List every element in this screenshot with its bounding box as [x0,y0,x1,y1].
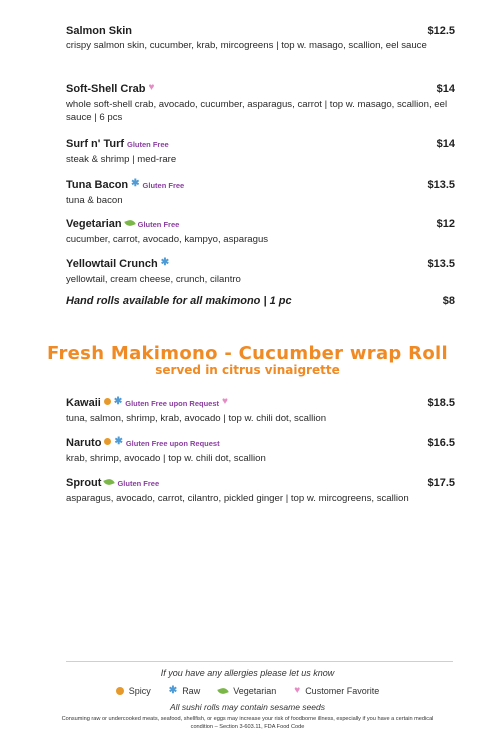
menu-item [66,393,455,425]
menu-item [66,79,455,124]
leaf-icon [217,686,228,695]
item-name: Soft-Shell Crab [66,83,146,95]
icon-legend [0,686,495,696]
footer-divider [66,661,453,662]
item-description: asparagus, avocado, carrot, cilantro, pickled ginger | top w. mircogreens, scallion [66,493,409,504]
gluten-free-tag: Gluten Free upon Request [125,439,220,448]
heart-icon: ♥ [148,81,155,93]
item-name: Sprout [66,477,102,489]
gluten-free-tag: Gluten Free upon Request [125,399,220,408]
raw-star-icon: ✱ [160,256,170,268]
item-name: Surf n' Turf [66,138,125,150]
gluten-free-tag: Gluten Free [137,220,180,229]
spicy-dot-icon [104,438,111,445]
raw-star-icon: ✱ [114,435,123,447]
item-price: $14 [436,138,455,150]
menu-item [66,254,455,286]
item-name: Yellowtail Crunch [66,258,158,270]
legend-spicy [116,686,151,696]
item-description: whole soft-shell crab, avocado, cucumber, asparagus, carrot | top w. masago, scallion, eel sauce | 6 pcs [66,99,448,123]
item-price: $16.5 [427,437,455,449]
item-description: krab, shrimp, avocado | top w. chili dot, scallion [66,453,266,464]
item-description: crispy salmon skin, cucumber, krab, mircogreens | top w. masago, scallion, eel sauce [66,40,427,51]
menu-item [66,134,455,166]
item-price: $14 [436,83,455,95]
item-price: $18.5 [427,397,455,409]
heart-icon: ♥ [222,395,228,407]
menu-item [66,433,455,465]
item-name: Kawaii [66,397,101,409]
menu-item [66,25,455,52]
leaf-icon [104,477,115,486]
item-description: steak & shrimp | med-rare [66,154,177,165]
legend-label: Spicy [128,686,151,696]
item-description: tuna & bacon [66,195,123,206]
legend-vegetarian [218,686,276,696]
heart-icon: ♥ [294,685,301,696]
hand-roll-price: $8 [442,295,455,307]
menu-item [66,473,455,505]
item-price: $12.5 [427,25,455,37]
section-title: Fresh Makimono - Cucumber wrap Roll [47,343,448,364]
item-price: $17.5 [427,477,455,489]
food-code-disclaimer: Consuming raw or undercooked meats, seafood, shellfish, or eggs may increase your risk of foodborne illness, especially if you have a certain medical condition – Section 3-603.11, FDA Food Code [61,716,434,730]
item-description: tuna, salmon, shrimp, krab, avocado | top w. chili dot, scallion [66,413,327,424]
item-name: Tuna Bacon [66,179,129,191]
hand-roll-note [66,295,455,308]
item-price: $12 [436,218,455,230]
spicy-dot-icon [104,398,111,405]
sesame-note: All sushi rolls may contain sesame seeds [170,702,325,712]
legend-label: Customer Favorite [305,686,380,696]
menu-item [66,175,455,207]
legend-label: Raw [182,686,201,696]
raw-star-icon: ✱ [131,177,140,189]
raw-star-icon: ✱ [113,395,123,407]
allergy-note: If you have any allergies please let us know [160,668,335,678]
leaf-icon [124,218,135,227]
section-subtitle: served in citrus vinaigrette [155,363,340,377]
item-name: Naruto [66,437,102,449]
legend-raw [169,686,200,696]
item-price: $13.5 [427,258,455,270]
legend-favorite [294,686,379,696]
menu-item [66,214,455,246]
item-name: Salmon Skin [66,25,133,37]
item-description: cucumber, carrot, avocado, kampyo, asparagus [66,234,269,245]
raw-star-icon: ✱ [168,685,178,696]
item-description: yellowtail, cream cheese, crunch, cilantro [66,274,241,285]
spicy-dot-icon [116,687,124,695]
item-name: Vegetarian [66,218,122,230]
legend-label: Vegetarian [233,686,277,696]
gluten-free-tag: Gluten Free [127,140,169,149]
gluten-free-tag: Gluten Free [142,181,185,190]
hand-roll-text: Hand rolls available for all makimono | 1 pc [66,295,292,307]
gluten-free-tag: Gluten Free [117,479,160,488]
item-price: $13.5 [427,179,455,191]
